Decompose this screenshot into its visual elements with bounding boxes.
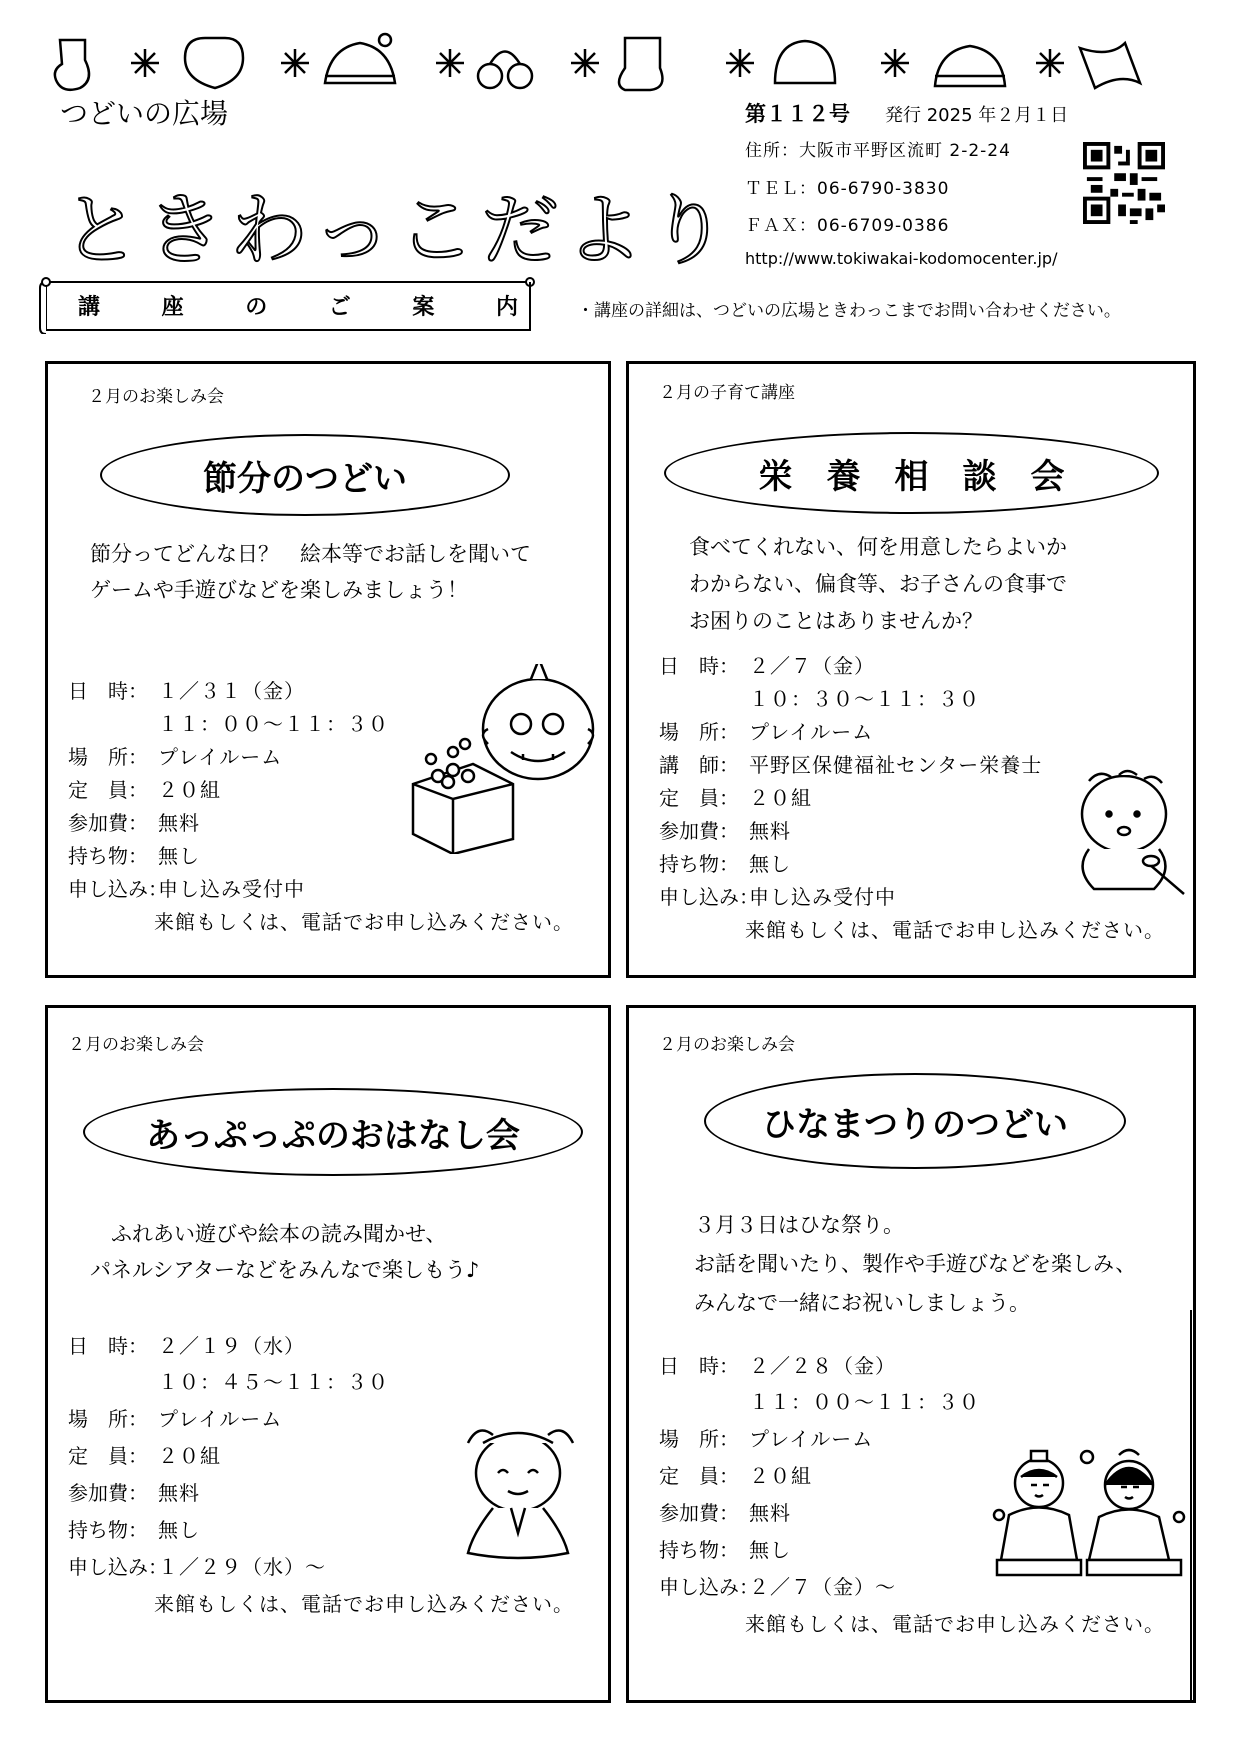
detail-value: プレイルーム — [158, 1407, 283, 1431]
detail-value: ２／１９（水） — [158, 1334, 305, 1358]
address: 住所：大阪市平野区流町 2-2-24 — [745, 141, 1011, 161]
banner-heading — [78, 290, 518, 321]
issue-date: 発行 2025 年２月１日 — [885, 105, 1069, 126]
detail-label: 持ち物： — [659, 1538, 739, 1562]
detail-value: 無し — [158, 1518, 200, 1542]
detail-label: 日 時： — [68, 679, 148, 703]
detail-value: ２／７（金） — [749, 654, 875, 678]
detail-label: 参加費： — [659, 1501, 739, 1525]
event-title: 節分のつどい — [100, 434, 510, 516]
detail-label: 日 時： — [659, 654, 739, 678]
hina-dolls-icon — [989, 1445, 1189, 1580]
panel-tag: ２月のお楽しみ会 — [68, 1035, 204, 1055]
event-title: ひなまつりのつどい — [704, 1073, 1126, 1169]
detail-value: 来館もしくは、電話でお申し込みください。 — [154, 1592, 574, 1616]
event-panel-nutrition — [626, 361, 1196, 978]
detail-label: 参加費： — [68, 1481, 148, 1505]
detail-value: プレイルーム — [749, 1427, 874, 1451]
qr-code-icon[interactable] — [1083, 142, 1165, 224]
detail-value: 申し込み受付中 — [749, 885, 896, 909]
event-title: あっぷっぷのおはなし会 — [83, 1088, 583, 1176]
issue-number: 第１１２号 — [745, 102, 850, 126]
detail-value: 無料 — [749, 819, 791, 843]
event-panel-setsubun — [45, 361, 611, 978]
detail-value: 無料 — [158, 811, 200, 835]
detail-label: 場 所： — [68, 1407, 148, 1431]
detail-value: ２０組 — [749, 1464, 812, 1488]
banner-char: 内 — [495, 295, 518, 320]
detail-value: 無し — [749, 852, 791, 876]
website-link[interactable]: http://www.tokiwakai-kodomocenter.jp/ — [745, 249, 1058, 268]
detail-value: 無し — [158, 844, 200, 868]
event-panel-hinamatsuri — [626, 1005, 1196, 1703]
org-name: つどいの広場 — [60, 97, 229, 130]
banner-char: 座 — [161, 295, 184, 320]
detail-value: プレイルーム — [749, 720, 874, 744]
detail-label: 講 師： — [659, 753, 739, 777]
panel-tag: ２月の子育て講座 — [659, 383, 795, 403]
event-description: ３月３日はひな祭り。 お話を聞いたり、製作や手遊びなどを楽しみ、 みんなで一緒にお祝いしましょう。 — [694, 1213, 1137, 1315]
clapping-child-icon — [453, 1423, 583, 1563]
detail-label: 日 時： — [68, 1334, 148, 1358]
detail-value: １０：３０～１１：３０ — [749, 687, 980, 711]
banner-char: の — [245, 295, 268, 320]
detail-label: 申し込み： — [68, 1555, 168, 1579]
detail-value: １／２９（水）～ — [158, 1555, 326, 1579]
detail-value: １１：００～１１：３０ — [158, 712, 389, 736]
detail-value: １０：４５～１１：３０ — [158, 1370, 389, 1394]
detail-label: 定 員： — [659, 1464, 739, 1488]
banner-char: 講 — [78, 295, 101, 320]
detail-value: ２／７（金）～ — [749, 1575, 896, 1599]
newsletter-title: ときわっこだより — [62, 186, 734, 276]
detail-label: 定 員： — [68, 1444, 148, 1468]
page-edge-line — [1190, 1310, 1192, 1700]
detail-label: 定 員： — [68, 778, 148, 802]
detail-label: 持ち物： — [659, 852, 739, 876]
detail-value: 申し込み受付中 — [158, 877, 305, 901]
event-panel-story-time — [45, 1005, 611, 1703]
detail-value: 平野区保健福祉センター栄養士 — [749, 753, 1043, 777]
oni-mask-and-beans-icon — [393, 664, 603, 854]
detail-value: 来館もしくは、電話でお申し込みください。 — [154, 910, 574, 934]
detail-label: 持ち物： — [68, 1518, 148, 1542]
baby-eating-icon — [1069, 769, 1189, 909]
event-description: 食べてくれない、何を用意したらよいか わからない、偏食等、お子さんの食事で お困りのことはありませんか？ — [689, 535, 1067, 633]
inquiry-note: ・講座の詳細は、つどいの広場ときわっこまでお問い合わせください。 — [577, 301, 1121, 321]
event-description: ふれあい遊びや絵本の読み聞かせ、 パネルシアターなどをみんなで楽しもう♪ — [90, 1222, 480, 1282]
detail-value: １１：００～１１：３０ — [749, 1390, 980, 1414]
detail-label: 申し込み： — [659, 885, 759, 909]
fax-number: ＦＡＸ：06-6709-0386 — [745, 216, 950, 236]
detail-label: 場 所： — [68, 745, 148, 769]
detail-value: ２０組 — [749, 786, 812, 810]
detail-value: 来館もしくは、電話でお申し込みください。 — [745, 918, 1165, 942]
detail-label: 持ち物： — [68, 844, 148, 868]
detail-value: １／３１（金） — [158, 679, 305, 703]
detail-value: プレイルーム — [158, 745, 283, 769]
phone-number: ＴＥＬ：06-6790-3830 — [745, 179, 950, 199]
detail-value: 無料 — [158, 1481, 200, 1505]
detail-value: 来館もしくは、電話でお申し込みください。 — [745, 1612, 1165, 1636]
detail-value: ２０組 — [158, 778, 221, 802]
detail-label: 場 所： — [659, 1427, 739, 1451]
detail-value: ２／２８（金） — [749, 1354, 896, 1378]
detail-label: 申し込み： — [68, 877, 168, 901]
winter-decoration-border — [50, 28, 1190, 98]
event-description: 節分ってどんな日？ 絵本等でお話しを聞いて ゲームや手遊びなどを楽しみましょう！ — [90, 542, 531, 602]
detail-value: 無料 — [749, 1501, 791, 1525]
detail-label: 定 員： — [659, 786, 739, 810]
banner-char: ご — [328, 295, 351, 320]
panel-tag: ２月のお楽しみ会 — [659, 1035, 795, 1055]
detail-label: 参加費： — [659, 819, 739, 843]
detail-label: 日 時： — [659, 1354, 739, 1378]
event-title: 栄 養 相 談 会 — [664, 432, 1159, 514]
banner-char: 案 — [412, 295, 435, 320]
detail-label: 参加費： — [68, 811, 148, 835]
detail-label: 場 所： — [659, 720, 739, 744]
detail-value: 無し — [749, 1538, 791, 1562]
detail-value: ２０組 — [158, 1444, 221, 1468]
panel-tag: ２月のお楽しみ会 — [88, 387, 224, 407]
detail-label: 申し込み： — [659, 1575, 759, 1599]
